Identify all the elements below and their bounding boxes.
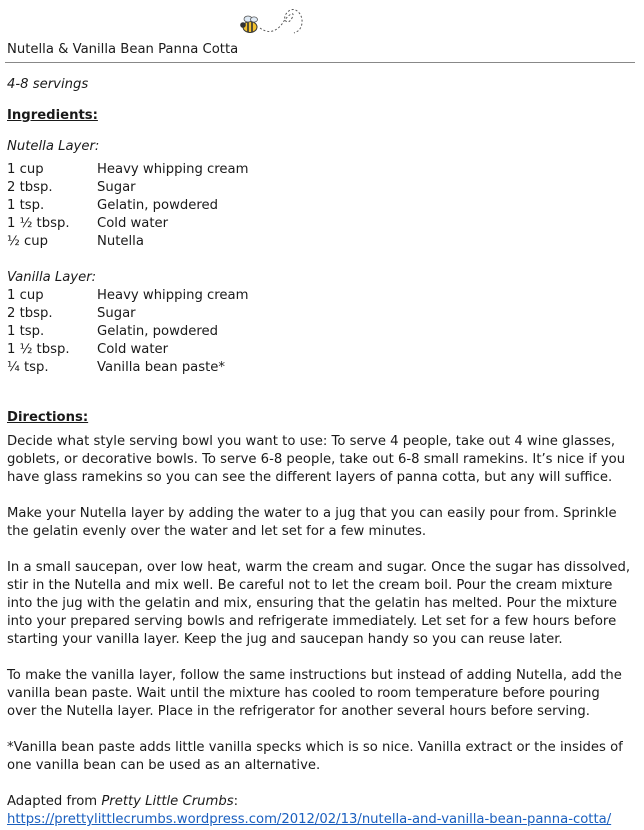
ingredient-row [7,179,248,197]
ingredient-name: Heavy whipping cream [97,162,249,177]
ingredient-row [7,287,248,305]
servings: 4-8 servings [7,77,89,92]
ingredient-name: Sugar [97,180,136,195]
footnote-paragraph: *Vanilla bean paste adds little vanilla specks which is so nice. Vanilla extract or the insides of one vanilla bean can be used as an alternative. [7,740,623,773]
ingredient-row [7,305,248,323]
direction-paragraph: In a small saucepan, over low heat, warm the cream and sugar. Once the sugar has dissolved, stir in the Nutella and mix well. Be careful not to let the cream boil. Pour the cream mixture into the jug with the gelatin and mix, ensuring that the gelatin has melted. Pour the mixture into your prepared serving bowls and refrigerate immediately. Let set for a few hours before starting your vanilla layer. Keep the jug and saucepan handy so you can reuse later. [7,560,631,647]
nutella-ingredient-list [7,161,248,251]
direction-paragraph: Make your Nutella layer by adding the water to a jug that you can easily pour from. Sprinkle the gelatin evenly over the water and let set for a few minutes. [7,506,617,539]
ingredient-qty: 1 tsp. [7,198,45,213]
ingredient-qty: 1 ½ tbsp. [7,216,70,231]
ingredient-name: Gelatin, powdered [97,324,218,339]
directions-heading: Directions: [7,410,89,425]
ingredients-heading: Ingredients: [7,108,98,123]
ingredient-name: Heavy whipping cream [97,288,249,303]
direction-paragraph: Decide what style serving bowl you want to use: To serve 4 people, take out 4 wine glasses, goblets, or decorative bowls. To serve 6-8 people, take out 6-8 small ramekins. It’s nice if you have glass ramekins so you can see the different layers of panna cotta, but any will suffice. [7,434,626,485]
bee-icon [238,6,308,40]
ingredient-name: Cold water [97,342,169,357]
ingredient-row [7,359,248,377]
ingredient-name: Sugar [97,306,136,321]
ingredient-qty: 1 tsp. [7,324,45,339]
source-site-name: Pretty Little Crumbs [101,794,234,809]
ingredient-qty: 1 cup [7,288,44,303]
source-separator: : [233,794,239,809]
ingredient-row [7,323,248,341]
ingredient-row [7,233,248,251]
ingredient-qty: 2 tbsp. [7,180,53,195]
title-divider [5,62,635,63]
direction-paragraph: To make the vanilla layer, follow the same instructions but instead of adding Nutella, add the vanilla bean paste. Wait until the mixture has cooled to room temperature before pouring over the Nutella layer. Place in the refrigerator for another several hours before serving. [7,668,622,719]
ingredient-qty: 1 cup [7,162,44,177]
ingredient-qty: ¼ tsp. [7,360,49,375]
ingredient-name: Nutella [97,234,144,249]
source-prefix: Adapted from [7,794,102,809]
ingredient-row [7,197,248,215]
recipe-title: Nutella & Vanilla Bean Panna Cotta [7,42,239,57]
ingredient-name: Cold water [97,216,169,231]
source-credit [7,793,633,829]
vanilla-layer-label: Vanilla Layer: [7,270,97,285]
nutella-layer-label: Nutella Layer: [7,139,100,154]
ingredient-row [7,341,248,359]
ingredient-qty: 1 ½ tbsp. [7,342,70,357]
source-link[interactable]: https://prettylittlecrumbs.wordpress.com/2012/02/13/nutella-and-vanilla-bean-panna-cotta/ [7,812,612,827]
vanilla-ingredient-list [7,287,248,377]
ingredient-qty: 2 tbsp. [7,306,53,321]
ingredient-qty: ½ cup [7,234,48,249]
ingredient-row [7,161,248,179]
ingredient-row [7,215,248,233]
ingredient-name: Vanilla bean paste* [97,360,226,375]
ingredient-name: Gelatin, powdered [97,198,218,213]
